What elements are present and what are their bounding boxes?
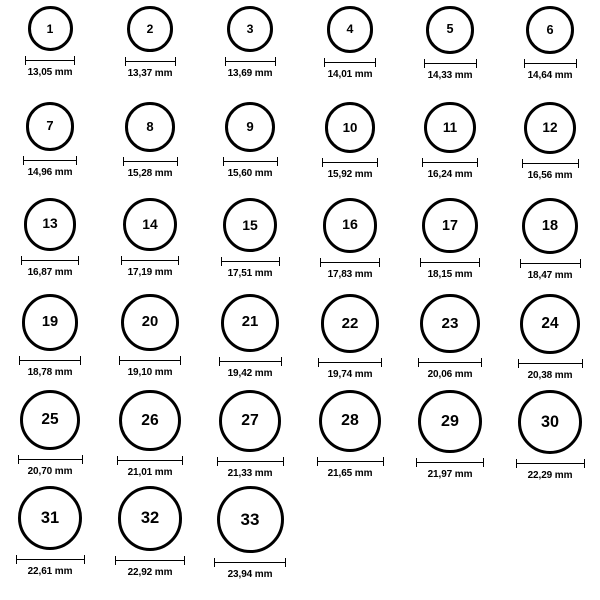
ring-size-cell[interactable]: [400, 102, 500, 198]
ring-size-cell[interactable]: [0, 486, 100, 582]
ring-circle: [323, 198, 378, 253]
dimension-line: [318, 358, 382, 367]
ring-circle: [26, 102, 75, 151]
ring-size-number: 19: [41, 313, 59, 330]
dimension-line: [522, 159, 579, 168]
ring-circle: [121, 294, 178, 351]
ring-size-number: 18: [541, 217, 559, 234]
ring-size-cell[interactable]: [200, 390, 300, 486]
dimension-tick-right: [178, 256, 179, 265]
dimension-tick-right: [481, 358, 482, 367]
dimension-bar: [25, 60, 75, 61]
ring-circle: [424, 102, 475, 153]
ring-size-cell[interactable]: [100, 198, 200, 294]
dimension-tick-left: [123, 157, 124, 166]
dimension-tick-left: [322, 158, 323, 167]
ring-size-number: 4: [346, 22, 354, 37]
dimension-bar: [115, 560, 185, 561]
dimension-tick-left: [524, 59, 525, 68]
dimension-line: [516, 459, 585, 468]
dimension-bar: [125, 61, 176, 62]
dimension-tick-left: [522, 159, 523, 168]
ring-size-cell[interactable]: [300, 294, 400, 390]
dimension-tick-right: [576, 59, 577, 68]
dimension-line: [420, 258, 480, 267]
ring-size-cell[interactable]: [300, 102, 400, 198]
ring-size-cell[interactable]: [0, 6, 100, 102]
ring-size-cell[interactable]: [100, 390, 200, 486]
ring-size-number: 32: [140, 509, 160, 528]
ring-size-number: 13: [42, 216, 58, 232]
ring-size-number: 29: [441, 412, 459, 431]
dimension-bar: [219, 361, 282, 362]
dimension-tick-left: [117, 456, 118, 465]
ring-size-number: 17: [442, 217, 458, 234]
ring-size-cell[interactable]: [100, 294, 200, 390]
ring-size-cell[interactable]: [500, 102, 600, 198]
dimension-tick-right: [84, 555, 85, 564]
ring-size-number: 10: [342, 119, 358, 135]
ring-size-cell[interactable]: [400, 198, 500, 294]
ring-size-number: 2: [146, 21, 154, 36]
ring-size-number: 12: [542, 120, 558, 136]
dimension-tick-right: [580, 259, 581, 268]
ring-diameter-label: 18,78 mm: [27, 366, 73, 378]
dimension-tick-right: [383, 457, 384, 466]
ring-size-number: 14: [142, 215, 158, 232]
dimension-tick-left: [324, 58, 325, 67]
dimension-bar: [16, 559, 85, 560]
dimension-bar: [320, 262, 380, 263]
ring-size-number: 31: [40, 508, 60, 527]
ring-diameter-label: 22,92 mm: [127, 566, 173, 578]
dimension-bar: [324, 62, 376, 63]
dimension-tick-right: [78, 256, 79, 265]
dimension-tick-left: [121, 256, 122, 265]
ring-size-cell[interactable]: [100, 102, 200, 198]
dimension-bar: [418, 362, 482, 363]
dimension-tick-left: [23, 156, 24, 165]
dimension-tick-right: [283, 457, 284, 466]
ring-circle: [325, 102, 376, 153]
ring-circle: [127, 6, 173, 52]
dimension-line: [422, 158, 478, 167]
ring-diameter-label: 16,56 mm: [527, 170, 573, 182]
ring-size-number: 26: [141, 411, 159, 429]
dimension-tick-left: [115, 556, 116, 565]
ring-size-number: 22: [341, 314, 359, 332]
dimension-tick-right: [578, 159, 579, 168]
dimension-tick-left: [18, 455, 19, 464]
dimension-line: [25, 56, 75, 65]
ring-diameter-label: 22,29 mm: [527, 469, 573, 481]
ring-diameter-label: 13,05 mm: [27, 67, 73, 78]
ring-size-number: 6: [546, 22, 554, 37]
dimension-bar: [221, 261, 280, 262]
ring-size-cell[interactable]: [0, 198, 100, 294]
dimension-tick-right: [80, 356, 81, 365]
ring-size-number: 21: [241, 314, 259, 331]
ring-diameter-label: 16,87 mm: [27, 266, 73, 278]
dimension-tick-left: [214, 558, 215, 567]
dimension-tick-right: [175, 57, 176, 66]
ring-size-cell[interactable]: [100, 486, 200, 582]
ring-circle: [119, 390, 180, 451]
dimension-line: [123, 157, 178, 166]
dimension-line: [223, 157, 278, 166]
ring-circle: [123, 198, 176, 251]
dimension-line: [119, 356, 181, 365]
dimension-tick-left: [318, 358, 319, 367]
dimension-bar: [420, 262, 480, 263]
dimension-tick-left: [518, 359, 519, 368]
dimension-line: [125, 57, 176, 66]
dimension-bar: [19, 360, 81, 361]
ring-circle: [418, 390, 481, 453]
ring-diameter-label: 20,70 mm: [27, 466, 73, 478]
dimension-line: [16, 555, 85, 564]
dimension-tick-left: [16, 555, 17, 564]
ring-size-number: 23: [441, 314, 459, 332]
dimension-tick-right: [477, 158, 478, 167]
dimension-line: [416, 458, 484, 467]
ring-diameter-label: 14,01 mm: [327, 68, 373, 80]
dimension-tick-left: [125, 57, 126, 66]
ring-diameter-label: 13,37 mm: [127, 67, 173, 79]
dimension-bar: [21, 260, 79, 261]
dimension-bar: [223, 161, 278, 162]
ring-size-cell[interactable]: [300, 6, 400, 102]
dimension-tick-left: [420, 258, 421, 267]
dimension-bar: [217, 461, 284, 462]
dimension-tick-left: [516, 459, 517, 468]
dimension-line: [518, 359, 583, 368]
ring-diameter-label: 19,74 mm: [327, 368, 373, 380]
ring-size-cell[interactable]: [200, 198, 300, 294]
ring-size-number: 9: [246, 119, 254, 135]
ring-diameter-label: 17,51 mm: [227, 268, 273, 279]
ring-diameter-label: 17,19 mm: [127, 267, 173, 279]
ring-size-number: 33: [240, 510, 260, 529]
ring-size-cell[interactable]: [200, 102, 300, 198]
dimension-tick-left: [223, 157, 224, 166]
dimension-bar: [117, 460, 183, 461]
ring-circle: [319, 390, 381, 452]
dimension-line: [121, 256, 179, 265]
dimension-tick-right: [182, 456, 183, 465]
ring-circle: [125, 102, 175, 152]
dimension-tick-right: [281, 357, 282, 366]
ring-size-cell[interactable]: [0, 390, 100, 486]
dimension-line: [21, 256, 79, 265]
dimension-tick-right: [177, 157, 178, 166]
dimension-tick-left: [418, 358, 419, 367]
ring-size-cell[interactable]: [400, 294, 500, 390]
ring-size-number: 3: [246, 21, 254, 36]
ring-size-number: 15: [242, 217, 258, 233]
dimension-line: [317, 457, 384, 466]
dimension-tick-right: [275, 57, 276, 66]
ring-diameter-label: 21,33 mm: [227, 467, 273, 479]
dimension-line: [19, 356, 81, 365]
dimension-line: [221, 257, 280, 266]
ring-size-number: 24: [541, 315, 559, 333]
ring-size-number: 11: [442, 119, 458, 135]
ring-circle: [422, 198, 477, 253]
ring-circle: [22, 294, 79, 351]
ring-diameter-label: 14,64 mm: [527, 70, 573, 82]
dimension-tick-right: [377, 158, 378, 167]
dimension-tick-left: [225, 57, 226, 66]
ring-size-cell[interactable]: [100, 6, 200, 102]
dimension-bar: [119, 360, 181, 361]
dimension-bar: [422, 162, 478, 163]
dimension-tick-right: [184, 556, 185, 565]
ring-size-cell[interactable]: [300, 198, 400, 294]
dimension-line: [424, 59, 477, 68]
ring-diameter-label: 21,65 mm: [327, 468, 373, 480]
dimension-bar: [121, 260, 179, 261]
dimension-bar: [518, 363, 583, 364]
ring-size-cell[interactable]: [200, 6, 300, 102]
ring-diameter-label: 23,94 mm: [227, 569, 273, 580]
ring-size-cell[interactable]: [500, 294, 600, 390]
ring-circle: [225, 102, 275, 152]
ring-size-number: 27: [241, 411, 259, 429]
dimension-tick-left: [424, 59, 425, 68]
ring-diameter-label: 13,69 mm: [227, 68, 273, 80]
dimension-tick-left: [317, 457, 318, 466]
ring-circle: [520, 294, 580, 354]
ring-diameter-label: 17,83 mm: [327, 268, 373, 280]
ring-size-cell[interactable]: [500, 198, 600, 294]
dimension-line: [219, 357, 282, 366]
dimension-tick-right: [74, 56, 75, 65]
dimension-tick-left: [119, 356, 120, 365]
ring-diameter-label: 18,15 mm: [427, 269, 473, 281]
dimension-bar: [522, 163, 579, 164]
ring-diameter-label: 19,10 mm: [127, 367, 173, 379]
ring-diameter-label: 14,96 mm: [27, 166, 73, 178]
ring-size-number: 28: [341, 412, 359, 430]
ring-diameter-label: 20,06 mm: [427, 369, 473, 381]
ring-circle: [219, 390, 281, 452]
ring-circle: [518, 390, 582, 454]
ring-circle: [118, 486, 183, 551]
dimension-tick-right: [479, 258, 480, 267]
ring-circle: [321, 294, 380, 353]
ring-size-cell[interactable]: [0, 102, 100, 198]
dimension-line: [524, 59, 577, 68]
ring-size-cell[interactable]: [0, 294, 100, 390]
ring-size-number: 25: [41, 411, 59, 429]
ring-size-cell[interactable]: [200, 486, 300, 582]
ring-circle: [217, 486, 284, 553]
ring-circle: [221, 294, 279, 352]
dimension-bar: [214, 562, 286, 563]
dimension-line: [214, 558, 286, 567]
dimension-tick-right: [180, 356, 181, 365]
ring-circle: [426, 6, 474, 54]
dimension-bar: [520, 263, 581, 264]
dimension-tick-left: [19, 356, 20, 365]
dimension-tick-right: [483, 458, 484, 467]
dimension-line: [23, 156, 77, 165]
ring-size-cell[interactable]: [300, 390, 400, 486]
ring-circle: [526, 6, 574, 54]
dimension-bar: [23, 160, 77, 161]
ring-size-number: 7: [46, 117, 54, 133]
dimension-tick-left: [422, 158, 423, 167]
dimension-tick-right: [476, 59, 477, 68]
ring-circle: [28, 6, 73, 51]
dimension-bar: [225, 61, 276, 62]
dimension-tick-right: [277, 157, 278, 166]
dimension-tick-left: [320, 258, 321, 267]
ring-size-number: 30: [540, 412, 559, 431]
dimension-line: [418, 358, 482, 367]
ring-diameter-label: 15,92 mm: [327, 168, 373, 180]
dimension-line: [320, 258, 380, 267]
ring-diameter-label: 14,33 mm: [427, 69, 473, 81]
dimension-bar: [18, 459, 83, 460]
ring-size-cell[interactable]: [400, 390, 500, 486]
dimension-tick-right: [379, 258, 380, 267]
dimension-bar: [524, 63, 577, 64]
ring-circle: [223, 198, 277, 252]
dimension-tick-right: [279, 257, 280, 266]
dimension-line: [322, 158, 378, 167]
dimension-tick-left: [217, 457, 218, 466]
dimension-tick-left: [21, 256, 22, 265]
dimension-bar: [424, 63, 477, 64]
ring-size-number: 20: [141, 314, 159, 331]
dimension-tick-right: [82, 455, 83, 464]
ring-diameter-label: 16,24 mm: [427, 169, 473, 181]
dimension-tick-left: [25, 56, 26, 65]
dimension-bar: [322, 162, 378, 163]
ring-size-cell[interactable]: [400, 6, 500, 102]
ring-diameter-label: 20,38 mm: [527, 369, 573, 381]
ring-diameter-label: 19,42 mm: [227, 367, 273, 379]
dimension-tick-left: [221, 257, 222, 266]
dimension-tick-right: [375, 58, 376, 67]
dimension-line: [225, 57, 276, 66]
dimension-tick-right: [76, 156, 77, 165]
ring-size-number: 1: [46, 21, 54, 36]
dimension-bar: [516, 463, 585, 464]
dimension-line: [324, 58, 376, 67]
ring-circle: [524, 102, 576, 154]
ring-diameter-label: 22,61 mm: [27, 566, 73, 578]
ring-diameter-label: 15,60 mm: [227, 168, 273, 180]
ring-diameter-label: 18,47 mm: [527, 269, 573, 281]
ring-diameter-label: 15,28 mm: [127, 167, 173, 179]
dimension-tick-right: [285, 558, 286, 567]
ring-circle: [420, 294, 479, 353]
dimension-line: [520, 259, 581, 268]
ring-circle: [18, 486, 82, 550]
ring-size-cell[interactable]: [500, 6, 600, 102]
dimension-bar: [416, 462, 484, 463]
dimension-bar: [318, 362, 382, 363]
ring-circle: [20, 390, 80, 450]
ring-circle: [24, 198, 77, 251]
ring-size-number: 8: [146, 119, 154, 135]
dimension-tick-left: [520, 259, 521, 268]
ring-size-cell[interactable]: [500, 390, 600, 486]
dimension-tick-right: [582, 359, 583, 368]
ring-diameter-label: 21,97 mm: [427, 469, 473, 481]
dimension-tick-right: [584, 459, 585, 468]
dimension-line: [217, 457, 284, 466]
ring-size-number: 5: [446, 22, 454, 37]
ring-size-cell[interactable]: [200, 294, 300, 390]
dimension-bar: [123, 161, 178, 162]
dimension-tick-left: [219, 357, 220, 366]
ring-diameter-label: 21,01 mm: [127, 467, 173, 479]
dimension-tick-right: [381, 358, 382, 367]
dimension-line: [18, 455, 83, 464]
ring-circle: [327, 6, 374, 53]
dimension-bar: [317, 461, 384, 462]
ring-size-number: 16: [342, 217, 358, 234]
ring-circle: [522, 198, 578, 254]
ring-circle: [227, 6, 273, 52]
dimension-line: [117, 456, 183, 465]
dimension-tick-left: [416, 458, 417, 467]
dimension-line: [115, 556, 185, 565]
